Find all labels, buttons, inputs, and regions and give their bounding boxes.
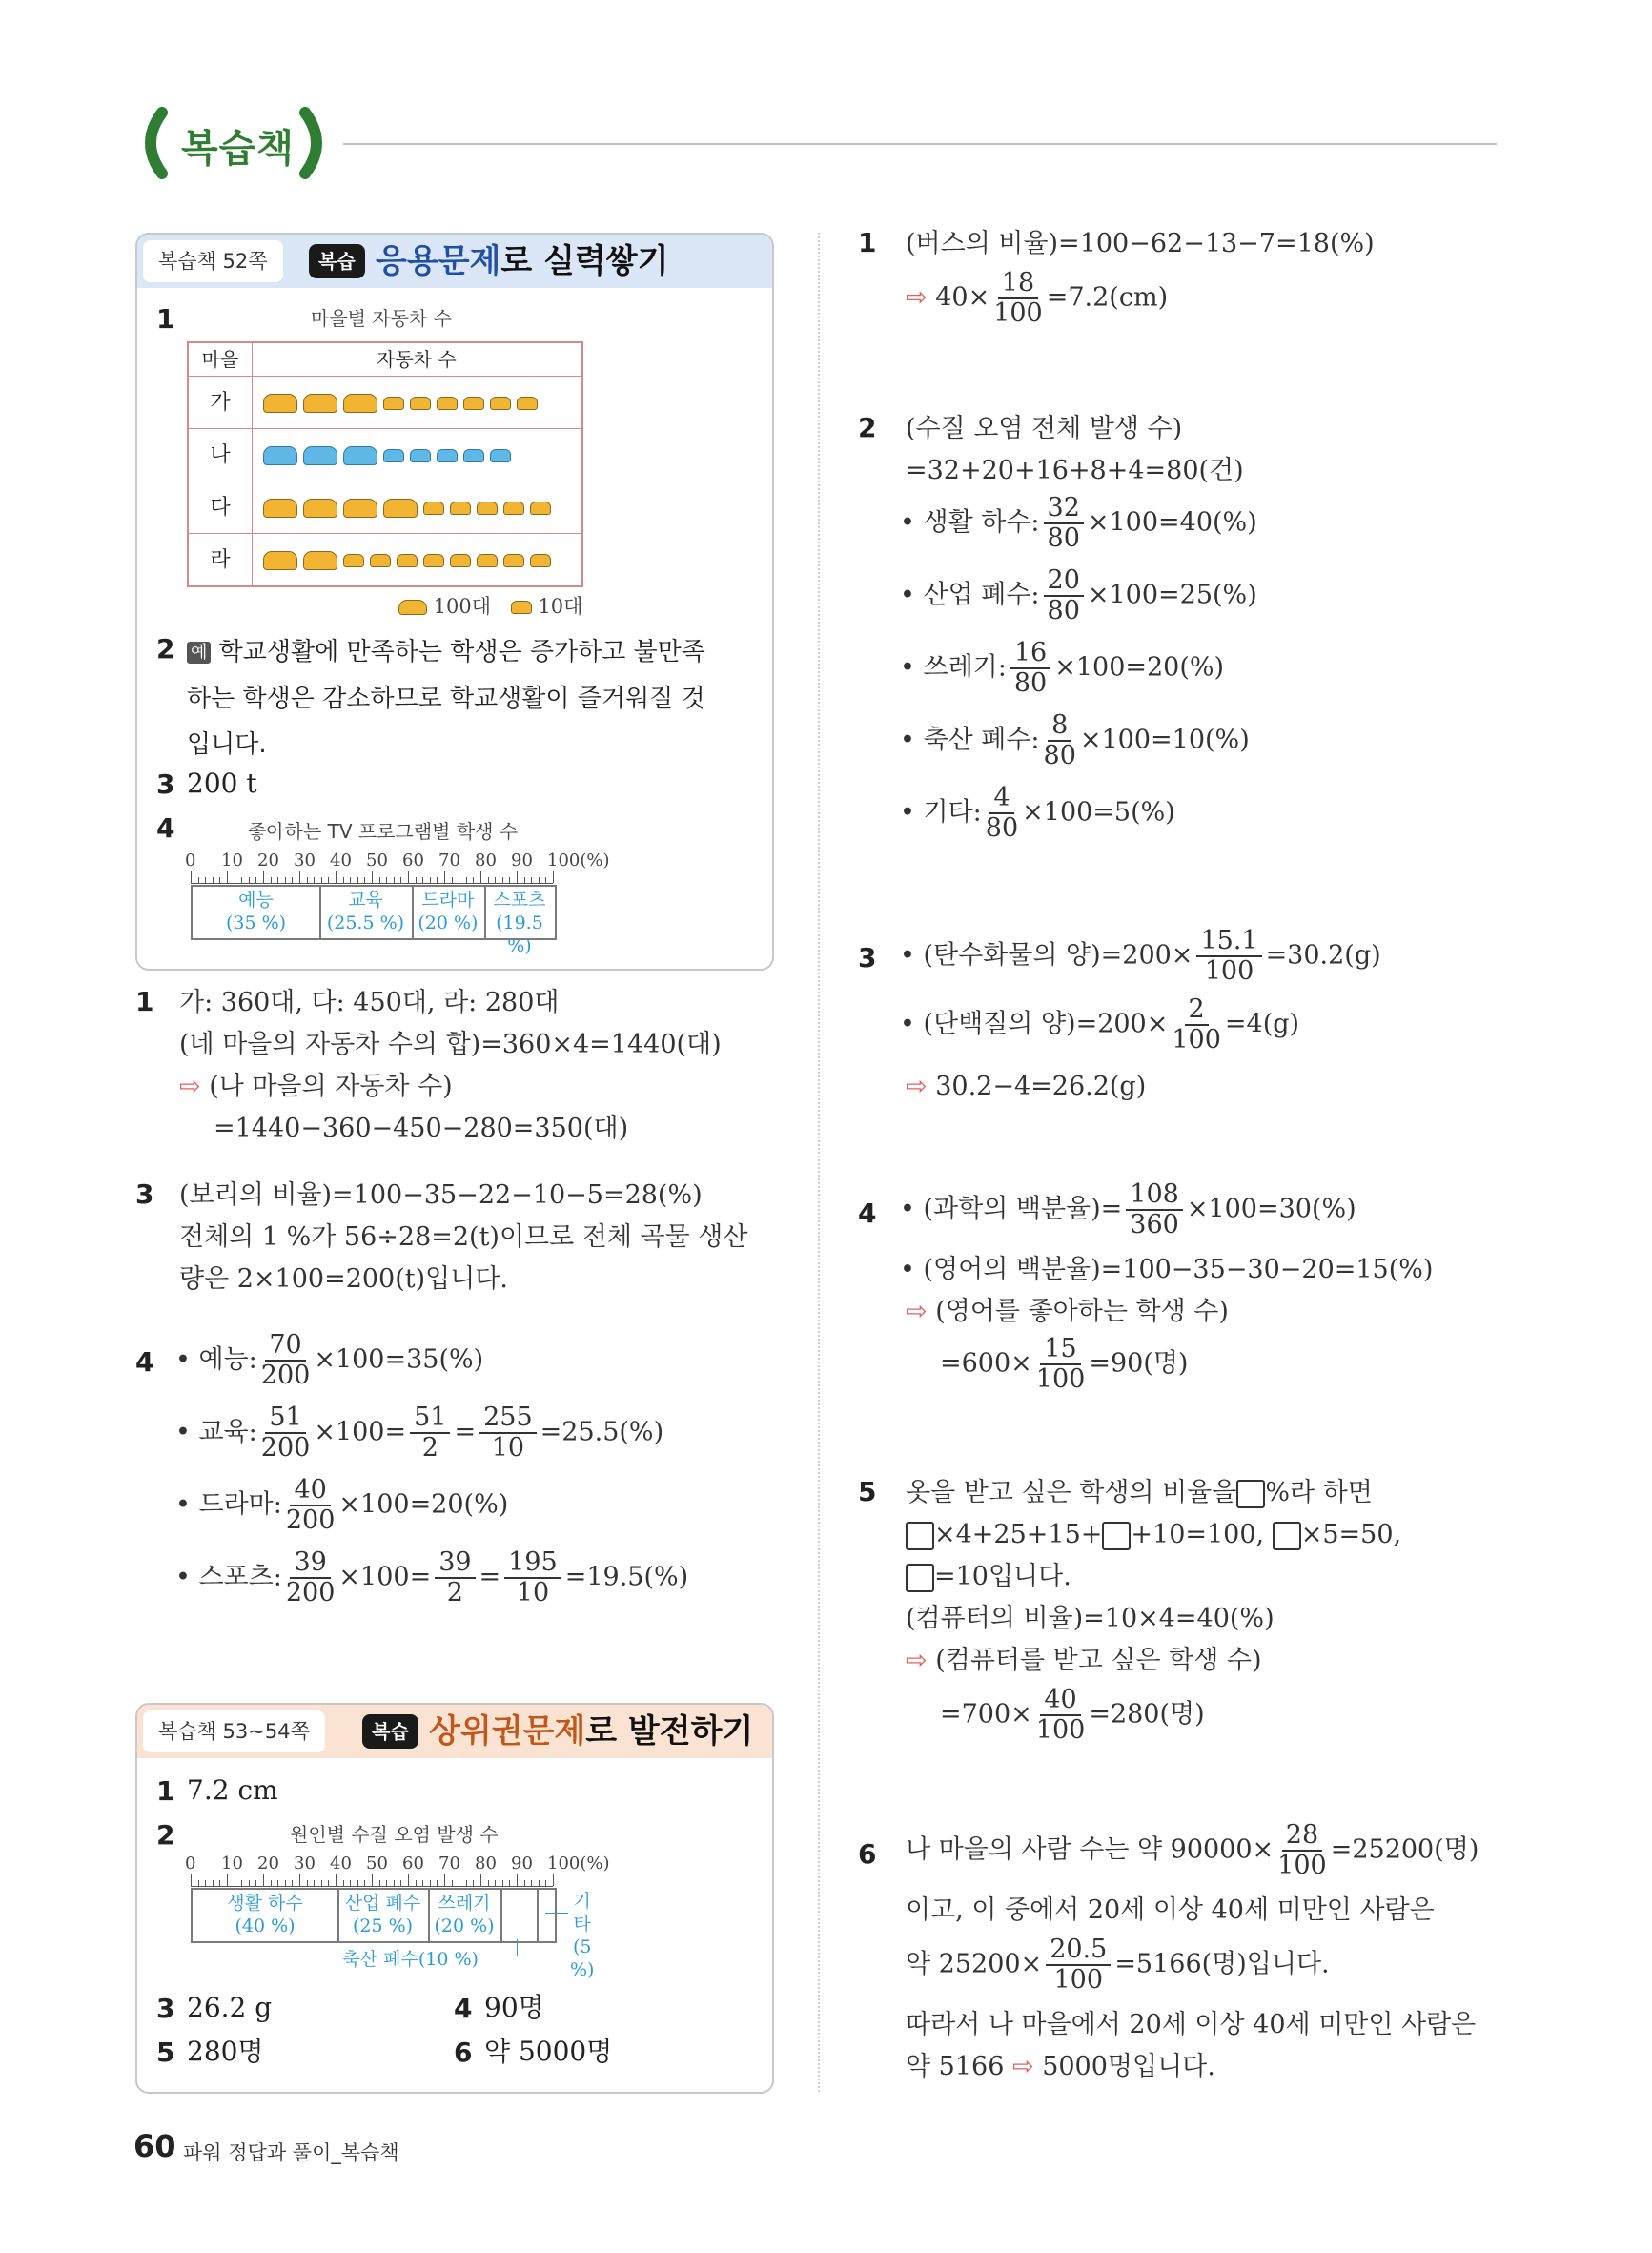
column-divider xyxy=(818,233,820,2092)
arrow-icon: ⇨ xyxy=(179,1072,201,1101)
header-rule xyxy=(343,143,1497,145)
ruler-tick xyxy=(509,1880,510,1886)
scale-label: 60 xyxy=(402,850,424,870)
scale-label: 30 xyxy=(294,1854,316,1874)
ruler-tick xyxy=(205,1880,206,1886)
rsol5-line5: ⇨ (컴퓨터를 받고 싶은 학생 수) xyxy=(906,1646,1262,1675)
ruler-tick xyxy=(372,1874,373,1886)
a5-answer: 280명 xyxy=(187,2036,264,2067)
car-small-icon xyxy=(530,502,551,515)
rsol3-line1: • (탄수화물의 양)=200× $\frac{15.1}{100}$ =30.2(g) xyxy=(900,926,1381,986)
sol3-line1: (보리의 비율)=100−35−22−10−5=28(%) xyxy=(179,1180,703,1210)
sol4-c: • 드라마: $\frac{40}{200}$ ×100=20(%) xyxy=(175,1475,509,1535)
q3-answer: 200 t xyxy=(187,768,257,799)
pictograph-row xyxy=(189,428,581,481)
car-small-icon xyxy=(463,397,484,410)
ruler-tick xyxy=(539,877,540,883)
rsol4-line3: ⇨ (영어를 좋아하는 학생 수) xyxy=(906,1297,1229,1326)
ruler-tick xyxy=(480,871,481,883)
scale-label: 90 xyxy=(511,1854,533,1874)
car-small-icon xyxy=(503,502,524,515)
rsol1-line2: ⇨ 40× $\frac{18}{100}$ =7.2(cm) xyxy=(906,268,1169,328)
a3-answer: 26.2 g xyxy=(187,1992,273,2023)
pictograph-row xyxy=(189,481,581,534)
pictograph-table xyxy=(187,341,583,587)
ruler-tick xyxy=(191,1874,192,1886)
band-segment xyxy=(500,1890,539,1941)
ruler-tick xyxy=(509,877,510,883)
ruler-tick xyxy=(321,1880,322,1886)
car-icons xyxy=(263,377,538,429)
ruler-tick xyxy=(307,877,308,883)
ruler xyxy=(191,1874,553,1887)
blank-box xyxy=(906,1564,934,1592)
water-band-chart xyxy=(185,1854,610,1980)
car-big-icon xyxy=(383,499,418,518)
ruler-tick xyxy=(343,877,344,883)
car-big-icon xyxy=(343,446,377,465)
scale-label: 70 xyxy=(438,850,460,870)
gita-note: 기타 (5 %) xyxy=(570,1891,595,1980)
car-small-icon xyxy=(437,449,458,462)
pictograph-row xyxy=(189,533,581,586)
ruler-tick xyxy=(255,877,256,883)
scale-label: 20 xyxy=(257,1854,279,1874)
segment-label: 스포츠 xyxy=(493,890,546,911)
ruler-tick xyxy=(350,1880,351,1886)
footer-text: 파워 정답과 풀이_복습책 xyxy=(183,2141,399,2164)
band-segment xyxy=(412,887,486,940)
sol1-line4: =1440−360−450−280=350(대) xyxy=(214,1114,629,1143)
ruler-tick xyxy=(524,877,525,883)
ruler-tick xyxy=(517,1874,518,1886)
car-small-icon xyxy=(511,601,532,614)
tv-chart-caption: 좋아하는 TV 프로그램별 학생 수 xyxy=(248,820,519,843)
ruler-tick xyxy=(488,1880,489,1886)
page-number: 60 xyxy=(133,2128,176,2164)
ruler-tick xyxy=(263,871,264,883)
band xyxy=(191,1888,557,1943)
ruler-tick xyxy=(213,1880,214,1886)
tv-band-chart xyxy=(185,850,610,956)
car-small-icon xyxy=(423,502,444,515)
car-big-icon xyxy=(398,600,427,615)
segment-label: 예능 xyxy=(238,890,274,911)
rsol6-line5: 약 5166 ⇨ 5000명입니다. xyxy=(906,2052,1215,2081)
sol1-number: 1 xyxy=(135,986,154,1017)
ruler-tick xyxy=(372,871,373,883)
q4-number: 4 xyxy=(156,812,175,844)
blank-box xyxy=(906,1522,934,1550)
ruler-tick xyxy=(227,1874,228,1886)
ruler-tick xyxy=(255,1880,256,1886)
rsol5-line1: 옷을 받고 싶은 학생의 비율을 %라 하면 xyxy=(906,1478,1373,1507)
rsol2-line2: =32+20+16+8+4=80(건) xyxy=(906,456,1244,485)
ruler-tick xyxy=(285,1880,286,1886)
ruler-tick xyxy=(408,1874,409,1886)
ruler-tick xyxy=(299,871,300,883)
blank-box xyxy=(1236,1480,1265,1508)
band-segment xyxy=(428,1890,502,1943)
car-small-icon xyxy=(410,397,431,410)
car-big-icon xyxy=(303,446,337,465)
ruler-tick xyxy=(336,1874,337,1886)
pictograph-header-row xyxy=(189,343,581,376)
rsol2-item: • 생활 하수: $\frac{32}{80}$ ×100=40(%) xyxy=(900,493,1257,553)
car-small-icon xyxy=(490,449,511,462)
ruler-tick xyxy=(263,1874,264,1886)
scale-label: 30 xyxy=(294,850,316,870)
ruler-tick xyxy=(452,1880,453,1886)
ruler-tick xyxy=(364,1880,365,1886)
rsol2-number: 2 xyxy=(858,412,877,443)
sol1-line1: 가: 360대, 다: 450대, 라: 280대 xyxy=(179,988,560,1017)
rsol6-number: 6 xyxy=(858,1838,877,1870)
ruler xyxy=(191,871,553,884)
segment-pct: (25 %) xyxy=(352,1915,414,1936)
scale-label: 100(%) xyxy=(547,1854,610,1874)
a1-number: 1 xyxy=(156,1775,175,1807)
rsol5-line2: ×4+25+15+ +10=100, ×5=50, xyxy=(906,1518,1401,1552)
ruler-tick xyxy=(241,1880,242,1886)
scale-label: 40 xyxy=(330,1854,352,1874)
a2-number: 2 xyxy=(156,1819,175,1851)
ruler-tick xyxy=(502,877,503,883)
rsol6-line1: 나 마을의 사람 수는 약 90000× $\frac{28}{100}$ =25200(명) xyxy=(906,1820,1479,1880)
scale-label: 10 xyxy=(221,1854,243,1874)
section-title: 상위권문제로 발전하기 xyxy=(429,1712,754,1751)
car-small-icon xyxy=(410,449,431,462)
ruler-tick xyxy=(416,1880,417,1886)
q1-number: 1 xyxy=(156,303,175,335)
segment-label: 교육 xyxy=(348,890,383,911)
village-label: 라 xyxy=(189,534,253,586)
ruler-tick xyxy=(386,1880,387,1886)
rsol2-item: • 축산 폐수: $\frac{8}{80}$ ×100=10(%) xyxy=(900,710,1250,770)
segment-pct: (19.5 %) xyxy=(496,912,543,956)
ruler-tick xyxy=(422,877,423,883)
col-village: 마을 xyxy=(189,343,253,376)
rsol1-line1: (버스의 비율)=100−62−13−7=18(%) xyxy=(906,229,1375,258)
a3-number: 3 xyxy=(156,1993,175,2024)
ruler-tick xyxy=(488,877,489,883)
scale-label: 50 xyxy=(366,1854,388,1874)
ruler-tick xyxy=(343,1880,344,1886)
rsol4-number: 4 xyxy=(858,1198,877,1229)
scale-label: 40 xyxy=(330,850,352,870)
band-segment xyxy=(319,887,414,940)
ruler-tick xyxy=(307,1880,308,1886)
rsol4-line2: • (영어의 백분율)=100−35−30−20=15(%) xyxy=(900,1255,1434,1284)
review-badge: 복습 xyxy=(309,244,365,278)
ruler-tick xyxy=(277,1880,278,1886)
q2-answer: 예 학교생활에 만족하는 학생은 증가하고 불만족 하는 학생은 감소하므로 학교생활이 즐거워질 것 입니다. xyxy=(187,638,705,759)
a6-number: 6 xyxy=(454,2037,473,2068)
car-big-icon xyxy=(303,551,337,570)
ruler-tick xyxy=(495,877,496,883)
scale-label: 0 xyxy=(185,1854,196,1874)
ruler-tick xyxy=(400,1880,401,1886)
rsol5-line4: (컴퓨터의 비율)=10×4=40(%) xyxy=(906,1604,1275,1633)
car-small-icon xyxy=(450,502,471,515)
box-header xyxy=(137,235,772,288)
ruler-tick xyxy=(437,877,438,883)
sol3-line2: 전체의 1 %가 56÷28=2(t)이므로 전체 곡물 생산 xyxy=(179,1222,748,1252)
q2-number: 2 xyxy=(156,633,175,665)
village-label: 가 xyxy=(189,377,253,429)
ruler-tick xyxy=(219,877,220,883)
band-segment xyxy=(193,887,321,940)
a1-answer: 7.2 cm xyxy=(187,1774,278,1806)
a4-answer: 90명 xyxy=(484,1992,544,2023)
segment-pct: (40 %) xyxy=(235,1915,296,1936)
rsol4-line1: • (과학의 백분율)= $\frac{108}{360}$ ×100=30(%) xyxy=(900,1179,1356,1239)
car-big-icon xyxy=(303,499,337,518)
band-segment xyxy=(337,1890,430,1943)
car-small-icon xyxy=(477,554,498,567)
village-label: 나 xyxy=(189,429,253,481)
ruler-tick xyxy=(249,1880,250,1886)
blank-box xyxy=(1102,1522,1131,1550)
ruler-tick xyxy=(328,877,329,883)
ruler-tick xyxy=(473,1880,474,1886)
rsol2-item: • 산업 폐수: $\frac{20}{80}$ ×100=25(%) xyxy=(900,565,1257,625)
segment-pct: (20 %) xyxy=(418,912,479,933)
ruler-tick xyxy=(408,871,409,883)
scale-label: 80 xyxy=(475,1854,497,1874)
ruler-tick xyxy=(219,1880,220,1886)
ruler-tick xyxy=(545,1880,546,1886)
ruler-tick xyxy=(379,1880,380,1886)
ruler-tick xyxy=(350,877,351,883)
car-icons xyxy=(263,534,551,586)
sol1-line3: ⇨ (나 마을의 자동차 수) xyxy=(179,1072,453,1101)
ruler-tick xyxy=(205,877,206,883)
car-small-icon xyxy=(437,397,458,410)
q3-number: 3 xyxy=(156,768,175,800)
sol1-line2: (네 마을의 자동차 수의 합)=360×4=1440(대) xyxy=(179,1030,722,1059)
scale-label: 90 xyxy=(511,850,533,870)
ruler-tick xyxy=(357,877,358,883)
car-big-icon xyxy=(343,499,377,518)
ruler-tick xyxy=(422,1880,423,1886)
ruler-tick xyxy=(227,871,228,883)
car-small-icon xyxy=(383,449,404,462)
ruler-tick xyxy=(444,1874,445,1886)
ruler-tick xyxy=(249,877,250,883)
car-big-icon xyxy=(263,446,297,465)
rsol6-line2: 이고, 이 중에서 20세 이상 40세 미만인 사람은 xyxy=(906,1895,1435,1925)
ruler-tick xyxy=(386,877,387,883)
segment-label: 생활 하수 xyxy=(227,1893,303,1914)
ruler-tick xyxy=(444,871,445,883)
ruler-tick xyxy=(466,1880,467,1886)
ruler-tick xyxy=(241,877,242,883)
sol3-line3: 량은 2×100=200(t)입니다. xyxy=(179,1264,508,1294)
band-segment xyxy=(537,1890,555,1941)
ruler-tick xyxy=(277,877,278,883)
review-badge: 복습 xyxy=(362,1714,418,1749)
ruler-tick xyxy=(357,1880,358,1886)
page-tab: 복습책 52쪽 xyxy=(143,240,283,282)
rsol3-line3: ⇨ 30.2−4=26.2(g) xyxy=(906,1072,1147,1101)
rsol3-number: 3 xyxy=(858,942,877,973)
segment-label: 드라마 xyxy=(421,890,475,911)
a4-number: 4 xyxy=(454,1993,473,2024)
ruler-tick xyxy=(531,877,532,883)
sol4-number: 4 xyxy=(135,1346,154,1378)
segment-pct: (20 %) xyxy=(434,1915,495,1936)
ruler-tick xyxy=(394,877,395,883)
car-small-icon xyxy=(503,554,524,567)
ruler-tick xyxy=(517,871,518,883)
car-big-icon xyxy=(343,394,377,413)
ruler-tick xyxy=(466,877,467,883)
car-big-icon xyxy=(263,499,297,518)
ruler-tick xyxy=(437,1880,438,1886)
car-big-icon xyxy=(263,394,297,413)
ruler-tick xyxy=(285,877,286,883)
ruler-tick xyxy=(502,1880,503,1886)
rsol6-line3: 약 25200× $\frac{20.5}{100}$ =5166(명)입니다. xyxy=(906,1935,1330,1995)
rsol1-number: 1 xyxy=(858,227,877,258)
rsol2-item: • 기타: $\frac{4}{80}$ ×100=5(%) xyxy=(900,783,1175,843)
ruler-tick xyxy=(553,871,554,883)
ruler-tick xyxy=(321,877,322,883)
ruler-tick xyxy=(191,871,192,883)
sol4-b: • 교육: $\frac{51}{200}$ ×100= $\frac{51}{2}$ = $\frac{255}{10}$ =25.5(%) xyxy=(175,1403,664,1463)
scale-label: 100(%) xyxy=(547,850,610,870)
ruler-tick xyxy=(364,877,365,883)
ruler-tick xyxy=(314,1880,315,1886)
rsol6-line4: 따라서 나 마을에서 20세 이상 40세 미만인 사람은 xyxy=(906,2010,1477,2039)
scale-label: 50 xyxy=(366,850,388,870)
band-segment xyxy=(193,1890,339,1943)
ruler-tick xyxy=(539,1880,540,1886)
rsol3-line2: • (단백질의 양)=200× $\frac{2}{100}$ =4(g) xyxy=(900,994,1300,1055)
ruler-tick xyxy=(299,1874,300,1886)
car-small-icon xyxy=(397,554,418,567)
page-tab: 복습책 53~54쪽 xyxy=(143,1710,325,1752)
car-small-icon xyxy=(343,554,364,567)
segment-label: 쓰레기 xyxy=(438,1893,491,1914)
car-big-icon xyxy=(303,394,337,413)
pictograph-row xyxy=(189,376,581,429)
car-small-icon xyxy=(477,502,498,515)
ruler-tick xyxy=(292,1880,293,1886)
car-small-icon xyxy=(490,397,511,410)
scale-label: 0 xyxy=(185,850,196,870)
band xyxy=(191,885,557,956)
scale-label: 60 xyxy=(402,1854,424,1874)
sol4-a: • 예능: $\frac{70}{200}$ ×100=35(%) xyxy=(175,1330,484,1390)
ruler-tick xyxy=(473,877,474,883)
ruler-tick xyxy=(553,1874,554,1886)
segment-pct: (35 %) xyxy=(225,912,287,933)
scale-label: 10 xyxy=(221,850,243,870)
ruler-tick xyxy=(452,877,453,883)
ruler-tick xyxy=(430,877,431,883)
rsol5-line3: =10입니다. xyxy=(906,1560,1071,1594)
ruler-tick xyxy=(524,1880,525,1886)
pictograph-legend: 100대 10대 xyxy=(398,591,582,620)
blank-box xyxy=(1273,1522,1301,1550)
pictograph-caption: 마을별 자동차 수 xyxy=(311,307,452,330)
segment-label: 산업 폐수 xyxy=(344,1893,421,1914)
car-icons xyxy=(263,429,511,481)
ruler-tick xyxy=(198,877,199,883)
box-header xyxy=(137,1705,772,1758)
ruler-tick xyxy=(545,877,546,883)
col-cars: 자동차 수 xyxy=(377,348,457,371)
scale-label: 20 xyxy=(257,850,279,870)
scale-label: 70 xyxy=(438,1854,460,1874)
car-small-icon xyxy=(370,554,391,567)
ruler-tick xyxy=(416,877,417,883)
ruler-tick xyxy=(480,1874,481,1886)
gita-pointer xyxy=(545,1913,568,1914)
scale-label: 80 xyxy=(475,850,497,870)
sol3-number: 3 xyxy=(135,1178,154,1210)
band-segment xyxy=(484,887,555,956)
ruler-tick xyxy=(271,877,272,883)
chuksan-note: 축산 폐수(10 %) xyxy=(342,1949,479,1970)
ruler-tick xyxy=(400,877,401,883)
ruler-tick xyxy=(495,1880,496,1886)
ruler-tick xyxy=(271,1880,272,1886)
rsol4-line4: =600× $\frac{15}{100}$ =90(명) xyxy=(940,1334,1189,1394)
car-small-icon xyxy=(517,397,538,410)
ruler-tick xyxy=(531,1880,532,1886)
village-label: 다 xyxy=(189,481,253,534)
ruler-tick xyxy=(198,1880,199,1886)
segment-pct: (25.5 %) xyxy=(326,912,405,933)
ruler-tick xyxy=(328,1880,329,1886)
ruler-tick xyxy=(292,877,293,883)
ruler-tick xyxy=(379,877,380,883)
car-small-icon xyxy=(530,554,551,567)
rsol2-line1: (수질 오염 전체 발생 수) xyxy=(906,414,1183,443)
example-badge: 예 xyxy=(187,642,211,664)
sol4-d: • 스포츠: $\frac{39}{200}$ ×100= $\frac{39}{2}$ = $\frac{195}{10}$ =19.5(%) xyxy=(175,1547,689,1608)
car-small-icon xyxy=(423,554,444,567)
section-title: 응용문제로 실력쌓기 xyxy=(376,242,669,280)
car-small-icon xyxy=(383,397,404,410)
header-title: 복습책 xyxy=(181,127,295,171)
ruler-tick xyxy=(336,871,337,883)
water-chart-caption: 원인별 수질 오염 발생 수 xyxy=(290,1823,499,1846)
car-big-icon xyxy=(263,551,297,570)
car-small-icon xyxy=(463,449,484,462)
chuksan-pointer xyxy=(517,1939,518,1956)
ruler-tick xyxy=(314,877,315,883)
ruler-tick xyxy=(213,877,214,883)
rsol5-number: 5 xyxy=(858,1476,877,1507)
a6-answer: 약 5000명 xyxy=(484,2036,613,2067)
car-icons xyxy=(263,481,551,534)
ruler-tick xyxy=(394,1880,395,1886)
a5-number: 5 xyxy=(156,2037,175,2068)
car-small-icon xyxy=(450,554,471,567)
rsol2-item: • 쓰레기: $\frac{16}{80}$ ×100=20(%) xyxy=(900,638,1225,698)
rsol5-line6: =700× $\frac{40}{100}$ =280(명) xyxy=(940,1685,1205,1745)
ruler-tick xyxy=(430,1880,431,1886)
